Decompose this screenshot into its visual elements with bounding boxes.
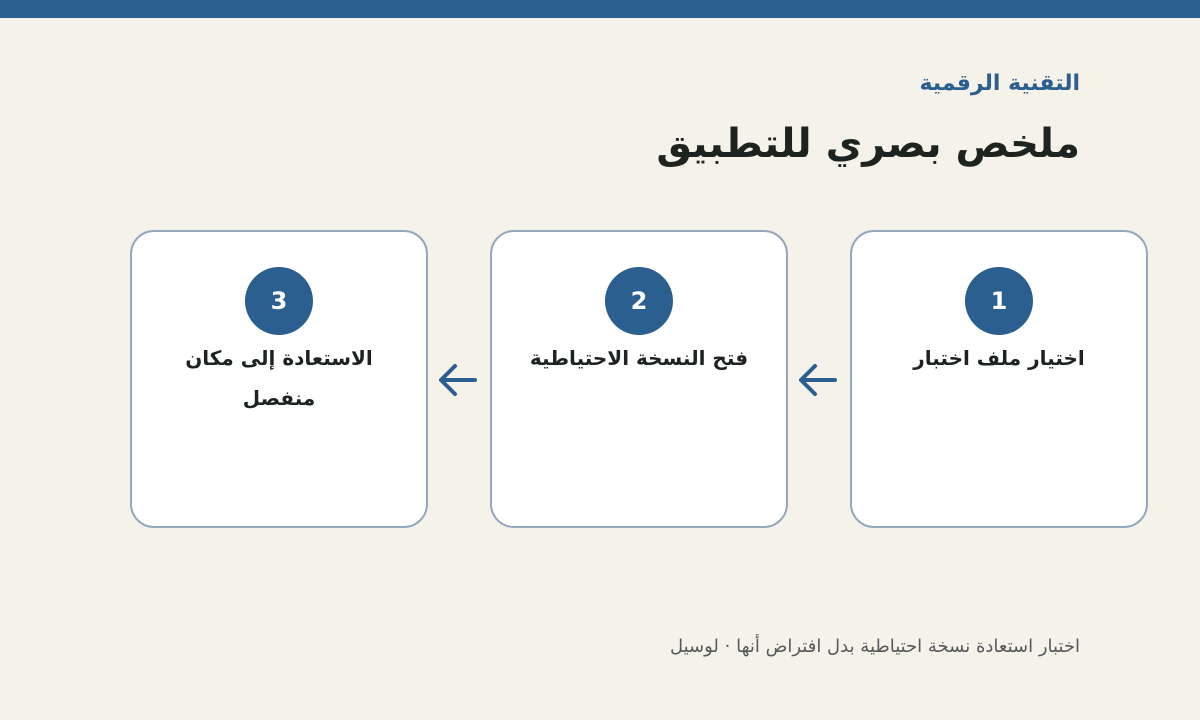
header	[656, 68, 1080, 174]
top-accent-bar	[0, 0, 1200, 18]
step-number-badge: 3	[245, 267, 313, 335]
step-card-2	[490, 230, 788, 528]
step-label: اختيار ملف اختبار	[913, 346, 1085, 370]
arrow-left-icon	[435, 360, 479, 400]
step-card-3	[130, 230, 428, 528]
arrow-left-icon	[795, 360, 839, 400]
page-title: ملخص بصري للتطبيق	[656, 121, 1080, 167]
step-card-1	[850, 230, 1148, 528]
step-label: فتح النسخة الاحتياطية	[529, 346, 749, 370]
step-number-badge: 1	[965, 267, 1033, 335]
step-label: الاستعادة إلى مكان منفصل	[185, 346, 373, 410]
step-number-badge: 2	[605, 267, 673, 335]
footer-caption: اختبار استعادة نسخة احتياطية بدل افتراض أنها · لوسيل	[669, 636, 1080, 657]
section-kicker: التقنية الرقمية	[919, 71, 1080, 96]
